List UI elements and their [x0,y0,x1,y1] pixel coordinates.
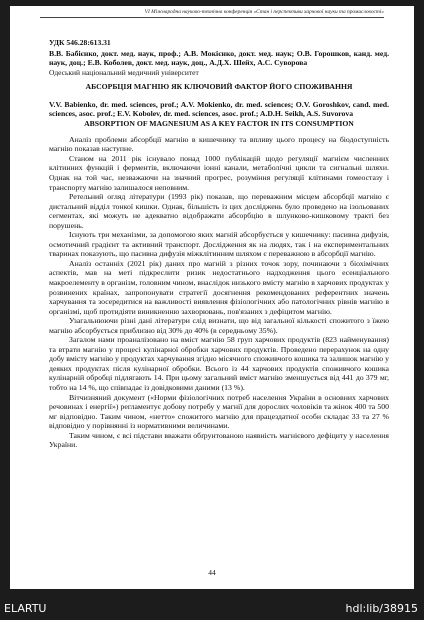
paragraph: Таким чином, є всі підстави вважати обґрунтованою наявність магнієвого дефіциту у населення України. [49,430,389,450]
page-number: 44 [208,568,216,577]
udk-code: УДК 546.28:613.31 [49,38,111,47]
article-body [49,135,389,450]
authors-english: V.V. Babienko, dr. med. sciences, prof.; A.V. Mokienko, dr. med. sciences; O.V. Goroshkov, cand. med. sciences, asoc. prof.; E.V. Kobolev, dr. med. sciences, asoc. prof.; A.D.H. Seikh, A.S. Suvorova [49,100,389,119]
handle-label: hdl:lib/38915 [345,602,418,615]
paragraph: Узагальнюючи різні дані літератури слід визнати, що від загальної кількості спожитого з їжею магнію абсорбується приблизно від 30% до 40% (в середньому 35%). [49,316,389,335]
paragraph: Існують три механізми, за допомогою яких магній абсорбується у кишечнику: пасивна дифузія, осмотичний градієнт та активний транспорт. Дослідження як на людях, так і на експериментальних тваринах показують, що пасивна дифузія міжклітинним шляхом є переважною в абсорбції магнію. [49,230,389,259]
repository-label: ELARTU [4,602,47,615]
paragraph: Аналіз проблеми абсорбції магнію в кишечнику та впливу цього процесу на біодоступність магнію показав наступне. [49,134,389,154]
paragraph: Ретельний огляд літератури (1993 рік) показав, що переважним місцем абсорбції магнію є дистальний відділ тонкої кишки. Однак, більшість із цих досліджень було проведено на ізольованих сегментах, які можуть не адекватно відображати абсорбцію в шлунково-кишковому тракті без порушень. [49,192,389,230]
title-ukrainian: АБСОРБЦІЯ МАГНІЮ ЯК КЛЮЧОВИЙ ФАКТОР ЙОГО СПОЖИВАННЯ [85,81,353,91]
document-page [10,6,414,589]
paragraph: Станом на 2011 рік існувало понад 1000 публікацій щодо регуляції магнієм численних клітинних функцій і ферментів, включаючи іонні канали, метаболічні цикли та сигнальні шляхи. Однак на той час, незважаючи на значний прогрес, розуміння регуляції клітинами гомеостазу і транспорту магнію залишалося неповним. [49,153,389,192]
paragraph: Вітчизняний документ («Норми фізіологічних потреб населення України в основних харчових речовинах і енергії») регламентує добову потребу у магнії для дорослих чоловіків та жінок 400 та 500 мг відповідно. Таким чином, «нетто» спожитого магнію для працездатної особи складає 33 та 27 % відповідно у порівнянні із нормативними величинами. [49,392,389,431]
paragraph: Загалом нами проаналізовано на вміст магнію 58 груп харчових продуктів (823 найменування) та втрати магнію у процесі кулінарної обробки харчових продуктів. Проведено перерахунок на одну добу вмісту магнію у продуктах харчування згідно місячного споживчого кошика та залишок магнію у деяких продуктах після кулінарної обробки. Всього із 44 харчових продуктів споживчого кошика кулінарній обробці підлягають 14. При цьому загальний вміст магнію зменшується від 441 до 379 мг, тобто на 14 %, що співпадає із довідковими даними (13 %). [49,335,389,393]
conference-header: VI Міжнародна науково-технічна конференція «Стан і перспективи харчової науки та промисловості» [40,9,384,18]
affiliation: Одеський національний медичний університет [49,67,199,77]
paragraph: Аналіз останніх (2021 рік) даних про магній з різних точок зору, починаючи з біохімічних аспектів, мав на меті підкреслити ризик недостатнього надходження цього есенціального макроелементу в організм, головним чином, внаслідок низького вмісту магнію в харчових продуктах у розвинених країнах, запропонувати стратегії досягнення рекомендованих референтних значень харчування та зосередитися на важливості виявлення фізіологічних або патологічних рівнів магнію в організмі, щоб протидіяти виникненню захворювань, пов'язаних з дефіцитом магнію. [49,258,389,316]
article [49,38,389,450]
title-english: ABSORPTION OF MAGNESIUM AS A KEY FACTOR IN ITS CONSUMPTION [84,118,354,128]
authors-ukrainian: В.В. Бабієнко, докт. мед. наук, проф.; А.В. Мокієнко, докт. мед. наук; О.В. Горошков, канд. мед. наук, доц.; Е.В. Коболев, докт. мед. наук, доц., А.Д.Х. Шейх, А.С. Суворова [49,49,389,68]
